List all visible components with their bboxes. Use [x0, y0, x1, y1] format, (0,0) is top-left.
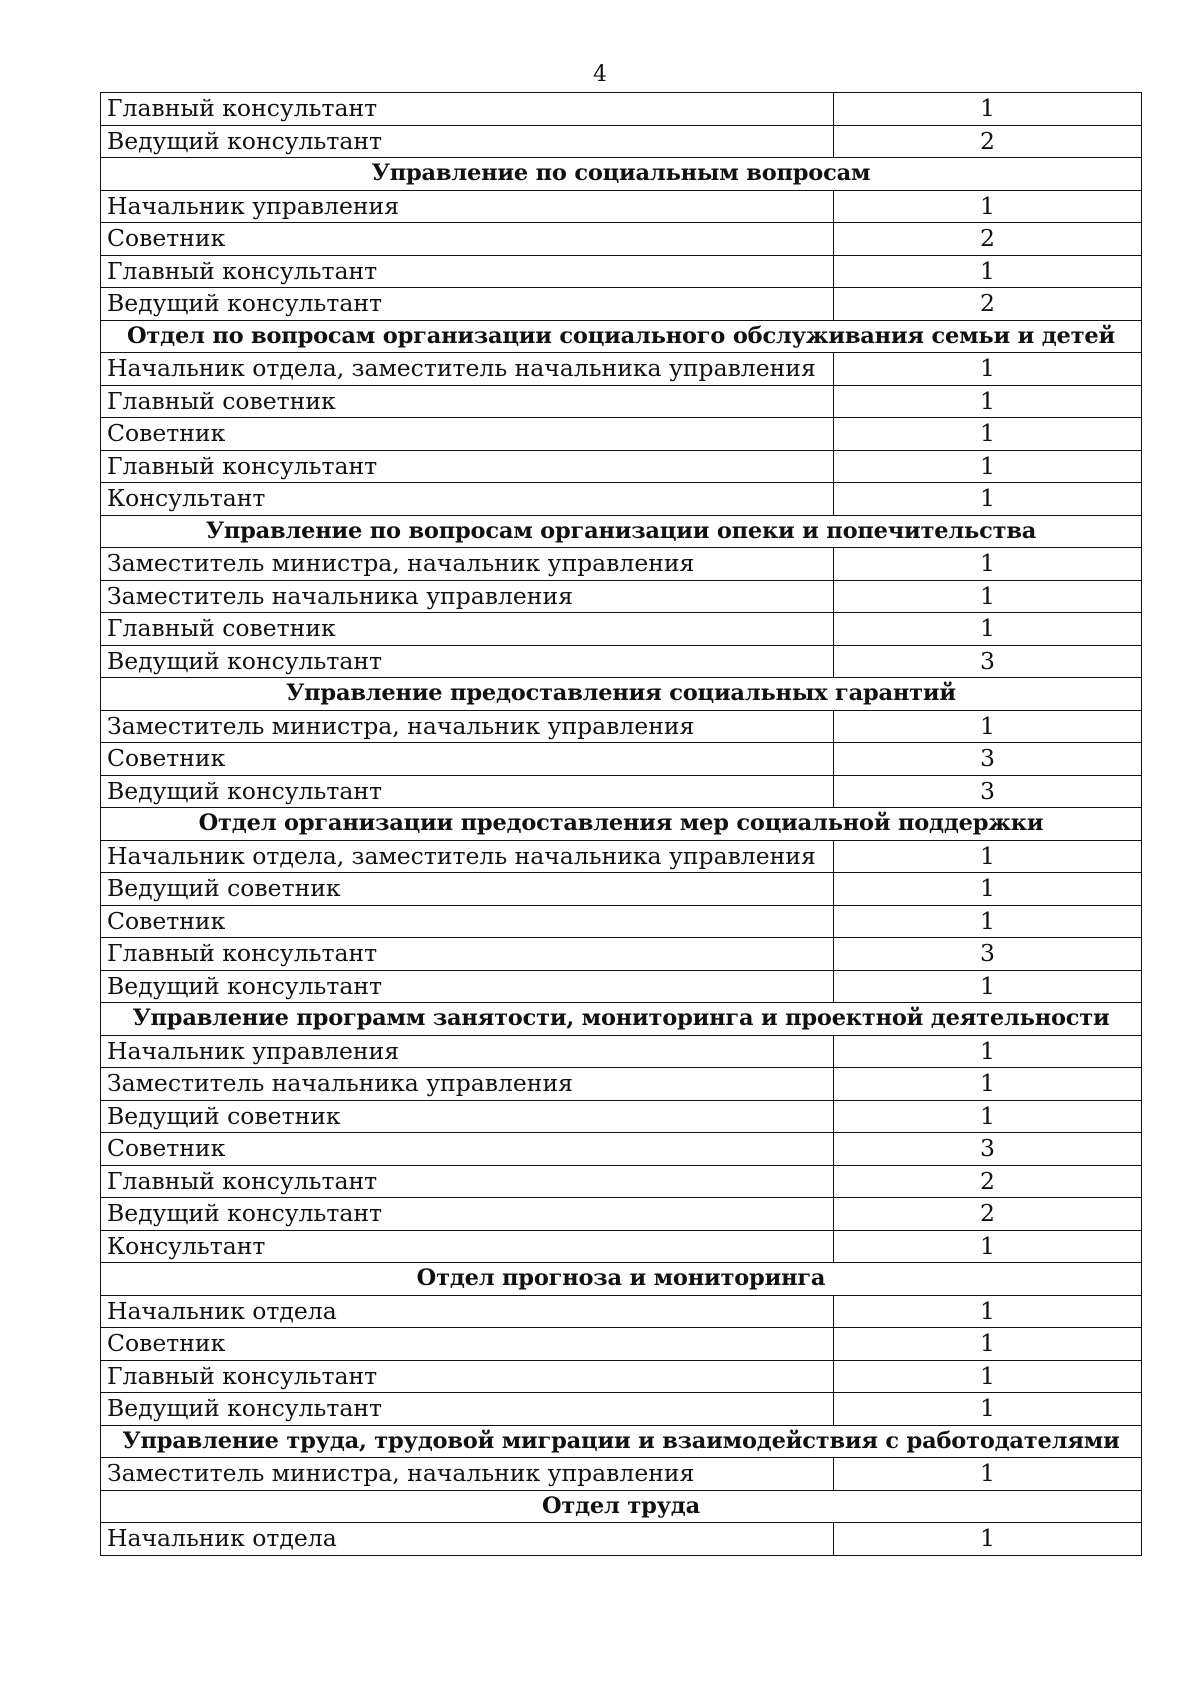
table-row — [101, 775, 1142, 808]
table-row — [101, 840, 1142, 873]
position-cell: Ведущий советник — [101, 1100, 834, 1133]
position-cell: Главный консультант — [101, 255, 834, 288]
count-cell: 1 — [834, 483, 1142, 516]
position-cell: Ведущий консультант — [101, 125, 834, 158]
count-cell: 1 — [834, 1458, 1142, 1491]
table-row — [101, 743, 1142, 776]
section-title: Управление по социальным вопросам — [101, 158, 1142, 191]
table-row — [101, 1198, 1142, 1231]
section-header-row — [101, 320, 1142, 353]
count-cell: 1 — [834, 548, 1142, 581]
table-row — [101, 450, 1142, 483]
count-cell: 3 — [834, 938, 1142, 971]
count-cell: 1 — [834, 93, 1142, 126]
table-row — [101, 710, 1142, 743]
count-cell: 1 — [834, 1035, 1142, 1068]
position-cell: Ведущий консультант — [101, 288, 834, 321]
table-row — [101, 1165, 1142, 1198]
section-title: Отдел по вопросам организации социального обслуживания семьи и детей — [101, 320, 1142, 353]
table-row — [101, 1230, 1142, 1263]
count-cell: 1 — [834, 190, 1142, 223]
count-cell: 1 — [834, 905, 1142, 938]
position-cell: Ведущий консультант — [101, 775, 834, 808]
position-cell: Консультант — [101, 483, 834, 516]
count-cell: 2 — [834, 288, 1142, 321]
table-row — [101, 613, 1142, 646]
count-cell: 2 — [834, 223, 1142, 256]
position-cell: Начальник отдела, заместитель начальника управления — [101, 840, 834, 873]
position-cell: Начальник отдела — [101, 1295, 834, 1328]
position-cell: Советник — [101, 418, 834, 451]
position-cell: Ведущий консультант — [101, 1198, 834, 1231]
table-row — [101, 1328, 1142, 1361]
position-cell: Ведущий консультант — [101, 645, 834, 678]
staff-table-body — [101, 93, 1142, 1556]
position-cell: Ведущий советник — [101, 873, 834, 906]
count-cell: 1 — [834, 450, 1142, 483]
position-cell: Главный советник — [101, 385, 834, 418]
position-cell: Советник — [101, 1133, 834, 1166]
count-cell: 1 — [834, 353, 1142, 386]
table-row — [101, 93, 1142, 126]
count-cell: 1 — [834, 1295, 1142, 1328]
section-title: Отдел прогноза и мониторинга — [101, 1263, 1142, 1296]
count-cell: 2 — [834, 1198, 1142, 1231]
position-cell: Начальник отдела — [101, 1523, 834, 1556]
count-cell: 1 — [834, 385, 1142, 418]
section-header-row — [101, 1003, 1142, 1036]
table-row — [101, 873, 1142, 906]
section-header-row — [101, 1263, 1142, 1296]
count-cell: 1 — [834, 1068, 1142, 1101]
position-cell: Заместитель начальника управления — [101, 1068, 834, 1101]
table-row — [101, 1523, 1142, 1556]
position-cell: Консультант — [101, 1230, 834, 1263]
count-cell: 1 — [834, 1328, 1142, 1361]
position-cell: Ведущий консультант — [101, 1393, 834, 1426]
count-cell: 3 — [834, 775, 1142, 808]
count-cell: 1 — [834, 613, 1142, 646]
count-cell: 1 — [834, 255, 1142, 288]
count-cell: 1 — [834, 418, 1142, 451]
table-row — [101, 125, 1142, 158]
position-cell: Советник — [101, 743, 834, 776]
section-header-row — [101, 678, 1142, 711]
table-row — [101, 1360, 1142, 1393]
count-cell: 1 — [834, 1393, 1142, 1426]
position-cell: Советник — [101, 905, 834, 938]
table-row — [101, 645, 1142, 678]
table-row — [101, 190, 1142, 223]
count-cell: 1 — [834, 580, 1142, 613]
table-row — [101, 418, 1142, 451]
table-row — [101, 1035, 1142, 1068]
count-cell: 1 — [834, 1523, 1142, 1556]
count-cell: 1 — [834, 873, 1142, 906]
position-cell: Главный консультант — [101, 450, 834, 483]
section-header-row — [101, 808, 1142, 841]
count-cell: 2 — [834, 1165, 1142, 1198]
table-row — [101, 970, 1142, 1003]
table-row — [101, 938, 1142, 971]
section-title: Отдел труда — [101, 1490, 1142, 1523]
table-row — [101, 1068, 1142, 1101]
section-header-row — [101, 1490, 1142, 1523]
section-title: Управление труда, трудовой миграции и взаимодействия с работодателями — [101, 1425, 1142, 1458]
table-row — [101, 483, 1142, 516]
table-row — [101, 1133, 1142, 1166]
table-row — [101, 385, 1142, 418]
position-cell: Главный советник — [101, 613, 834, 646]
position-cell: Начальник управления — [101, 190, 834, 223]
count-cell: 1 — [834, 970, 1142, 1003]
count-cell: 1 — [834, 1360, 1142, 1393]
staff-table — [100, 92, 1142, 1556]
table-row — [101, 255, 1142, 288]
table-row — [101, 288, 1142, 321]
position-cell: Заместитель начальника управления — [101, 580, 834, 613]
count-cell: 3 — [834, 1133, 1142, 1166]
section-title: Управление программ занятости, мониторинга и проектной деятельности — [101, 1003, 1142, 1036]
position-cell: Главный консультант — [101, 1165, 834, 1198]
position-cell: Заместитель министра, начальник управления — [101, 548, 834, 581]
position-cell: Главный консультант — [101, 93, 834, 126]
table-row — [101, 1295, 1142, 1328]
section-title: Управление по вопросам организации опеки и попечительства — [101, 515, 1142, 548]
position-cell: Начальник отдела, заместитель начальника управления — [101, 353, 834, 386]
position-cell: Советник — [101, 1328, 834, 1361]
table-row — [101, 548, 1142, 581]
section-title: Управление предоставления социальных гарантий — [101, 678, 1142, 711]
position-cell: Заместитель министра, начальник управления — [101, 710, 834, 743]
section-title: Отдел организации предоставления мер социальной поддержки — [101, 808, 1142, 841]
table-row — [101, 1458, 1142, 1491]
table-row — [101, 223, 1142, 256]
count-cell: 2 — [834, 125, 1142, 158]
count-cell: 1 — [834, 1100, 1142, 1133]
count-cell: 3 — [834, 645, 1142, 678]
table-row — [101, 1393, 1142, 1426]
position-cell: Заместитель министра, начальник управления — [101, 1458, 834, 1491]
position-cell: Ведущий консультант — [101, 970, 834, 1003]
section-header-row — [101, 515, 1142, 548]
position-cell: Главный консультант — [101, 1360, 834, 1393]
table-row — [101, 905, 1142, 938]
count-cell: 1 — [834, 1230, 1142, 1263]
page-number: 4 — [593, 62, 607, 87]
position-cell: Советник — [101, 223, 834, 256]
table-row — [101, 353, 1142, 386]
count-cell: 1 — [834, 710, 1142, 743]
position-cell: Начальник управления — [101, 1035, 834, 1068]
position-cell: Главный консультант — [101, 938, 834, 971]
table-row — [101, 1100, 1142, 1133]
section-header-row — [101, 1425, 1142, 1458]
count-cell: 3 — [834, 743, 1142, 776]
count-cell: 1 — [834, 840, 1142, 873]
table-row — [101, 580, 1142, 613]
section-header-row — [101, 158, 1142, 191]
